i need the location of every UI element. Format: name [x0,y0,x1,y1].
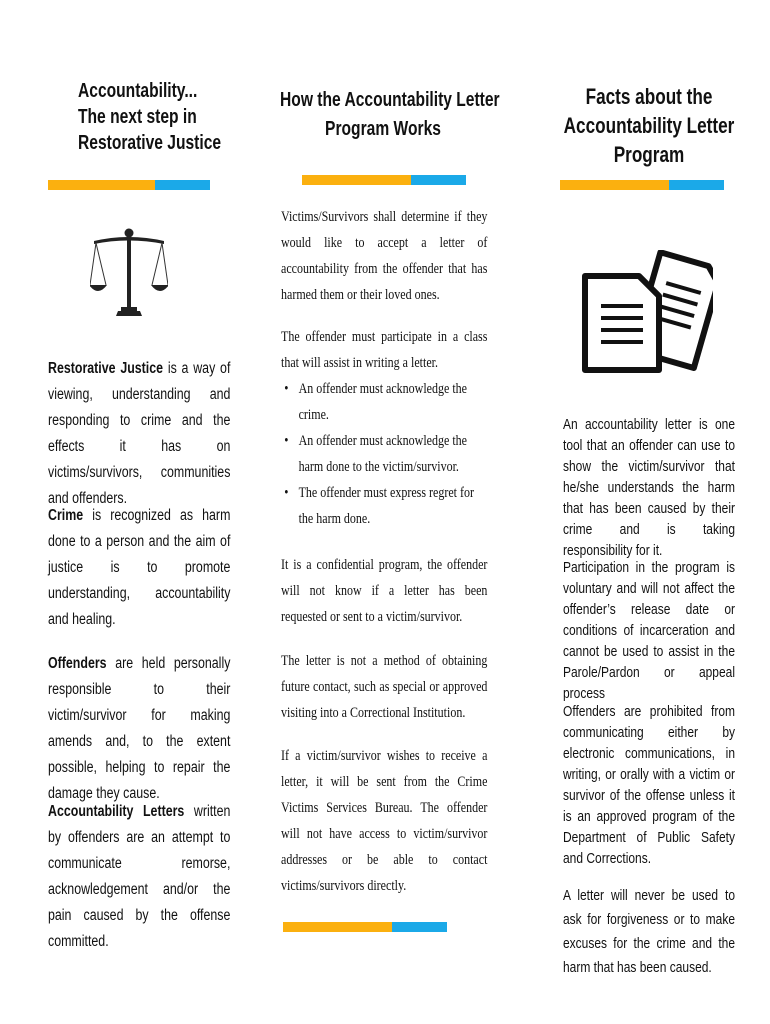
column3-title: Facts about the Accountability Letter Program [563,84,735,167]
restorative-justice-paragraph: Restorative Justice is a way of viewing, understanding and responding to crime and the effects it has on victims/survivors, communities and offenders. [48,360,231,507]
column2-paragraph-4: The letter is not a method of obtaining future contact, such as special or approved visiting into a Correctional Institution. [281,653,488,721]
crime-paragraph: Crime is recognized as harm done to a person and the aim of justice is to promote understanding, accountability and healing. [48,507,231,628]
column2-top-divider [302,175,466,185]
documents-icon [577,250,713,374]
column3-paragraph-2: Participation in the program is voluntary and will not affect the offender’s release date or conditions of incarceration and cannot be used to assist in the Parole/Pardon or appeal process [563,559,735,702]
scales-of-justice-icon [90,227,168,319]
column1-divider [48,180,210,190]
requirements-list [281,376,487,532]
column3-paragraph-4: A letter will never be used to ask for forgiveness or to make excuses for the crime and the harm that has been caused. [563,887,735,976]
column3-paragraph-1: An accountability letter is one tool that an offender can use to show the victim/survivor that he/she understands the harm that has been caused by their crime and is taking responsibility for it. [563,416,735,559]
list-item: • An offender must acknowledge the harm done to the victim/survivor. [281,428,487,480]
accountability-letters-paragraph: Accountability Letters written by offenders are an attempt to communicate remorse, acknowledgement and/or the pain caused by the offense committed. [48,803,231,950]
column2-paragraph-3: It is a confidential program, the offender will not know if a letter has been requested or sent to a victim/survivor. [281,557,488,625]
column2-paragraph-5: If a victim/survivor wishes to receive a letter, it will be sent from the Crime Victims Services Bureau. The offender will not have access to victim/survivor addresses or be able to contact victims/survivors directly. [281,748,488,894]
column2-bottom-divider [283,922,447,932]
column2-paragraph-1: Victims/Survivors shall determine if they would like to accept a letter of accountability from the offender that has harmed them or their loved ones. [281,209,488,303]
offenders-paragraph: Offenders are held personally responsible to their victim/survivor for making amends and, to the extent possible, helping to repair the damage they cause. [48,655,231,802]
list-item: • The offender must express regret for the harm done. [281,480,487,532]
column2-paragraph-2: The offender must participate in a class that will assist in writing a letter. • An offender must acknowledge the crime. • An offender must acknowledge the harm done to the victim/survivor. • The offender must express regret for the harm done. [281,324,487,532]
list-item: • An offender must acknowledge the crime. [281,376,487,428]
column1-title: Accountability... The next step in Restorative Justice [78,80,222,154]
column3-paragraph-3: Offenders are prohibited from communicating either by electronic communications, in writing, or orally with a victim or survivor of the offense unless it is an approved program of the Department of Public Safety and Corrections. [563,703,735,867]
column3-divider [560,180,724,190]
column2-title: How the Accountability Letter Program Works [280,89,500,140]
